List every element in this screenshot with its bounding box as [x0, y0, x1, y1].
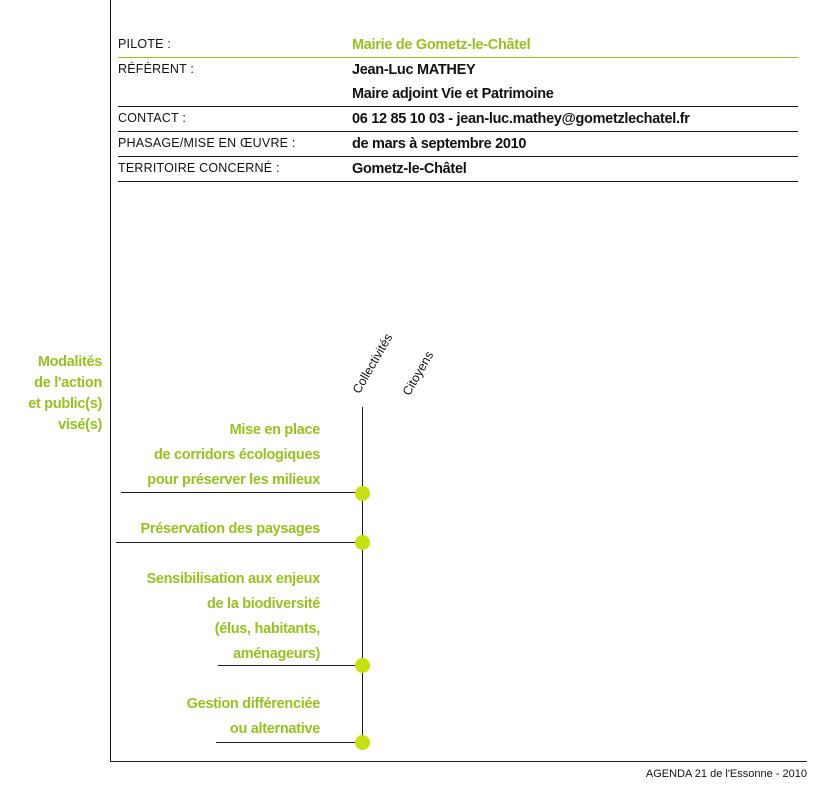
contact-value: 06 12 85 10 03 - jean-luc.mathey@gometzlechatel.fr — [352, 111, 690, 127]
info-row-contact — [118, 107, 798, 132]
info-label: TERRITOIRE CONCERNÉ : — [118, 161, 280, 175]
info-value — [352, 107, 798, 131]
column-header-collectivites: Collectivités — [349, 331, 396, 396]
territoire-value: Gometz-le-Châtel — [352, 161, 467, 177]
frame-left-rule — [110, 0, 111, 762]
referent-name: Jean-Luc MATHEY — [352, 62, 476, 78]
info-row-pilote — [118, 33, 798, 58]
info-label: RÉFÉRENT : — [118, 62, 195, 76]
marker-dot — [355, 486, 370, 501]
action-line: aménageurs) — [233, 646, 320, 662]
marker-dot — [355, 535, 370, 550]
info-row-phasage — [118, 132, 798, 157]
frame-bottom-rule — [110, 761, 807, 762]
action-paysages — [141, 517, 321, 542]
info-label: PHASAGE/MISE EN ŒUVRE : — [118, 136, 296, 150]
action-gestion — [187, 692, 320, 742]
info-label: PILOTE : — [118, 37, 172, 51]
action-corridors — [147, 418, 320, 493]
action-line: Gestion différenciée — [186, 696, 320, 712]
title-line: de l'action — [34, 375, 102, 391]
action-underline — [116, 542, 363, 543]
action-underline — [218, 665, 363, 666]
modalites-title — [0, 352, 102, 436]
footer-credit: AGENDA 21 de l'Essonne - 2010 — [645, 768, 807, 780]
action-line: de corridors écologiques — [153, 447, 320, 463]
title-line: visé(s) — [58, 417, 102, 433]
action-line: de la biodiversité — [206, 596, 320, 612]
action-line: pour préserver les milieux — [147, 472, 320, 488]
info-value — [352, 58, 798, 106]
info-table — [118, 33, 798, 182]
title-line: et public(s) — [28, 396, 102, 412]
action-line: Sensibilisation aux enjeux — [146, 571, 320, 587]
action-line: Préservation des paysages — [140, 521, 320, 537]
action-sensibilisation — [146, 567, 320, 667]
marker-dot — [355, 658, 370, 673]
info-label: CONTACT : — [118, 111, 187, 125]
info-row-territoire — [118, 157, 798, 182]
column-header-citoyens: Citoyens — [399, 348, 437, 398]
info-value — [352, 33, 798, 57]
action-underline — [216, 742, 363, 743]
timeline-axis — [362, 407, 363, 743]
action-line: Mise en place — [229, 422, 320, 438]
title-line: Modalités — [37, 354, 102, 370]
info-value — [352, 132, 798, 156]
info-value — [352, 157, 798, 181]
action-line: ou alternative — [229, 721, 320, 737]
action-line: (élus, habitants, — [214, 621, 320, 637]
info-row-referent — [118, 58, 798, 107]
phasage-value: de mars à septembre 2010 — [352, 136, 527, 152]
action-underline — [121, 492, 363, 493]
marker-dot — [355, 735, 370, 750]
pilote-value: Mairie de Gometz-le-Châtel — [352, 37, 531, 53]
referent-role: Maire adjoint Vie et Patrimoine — [352, 86, 554, 102]
